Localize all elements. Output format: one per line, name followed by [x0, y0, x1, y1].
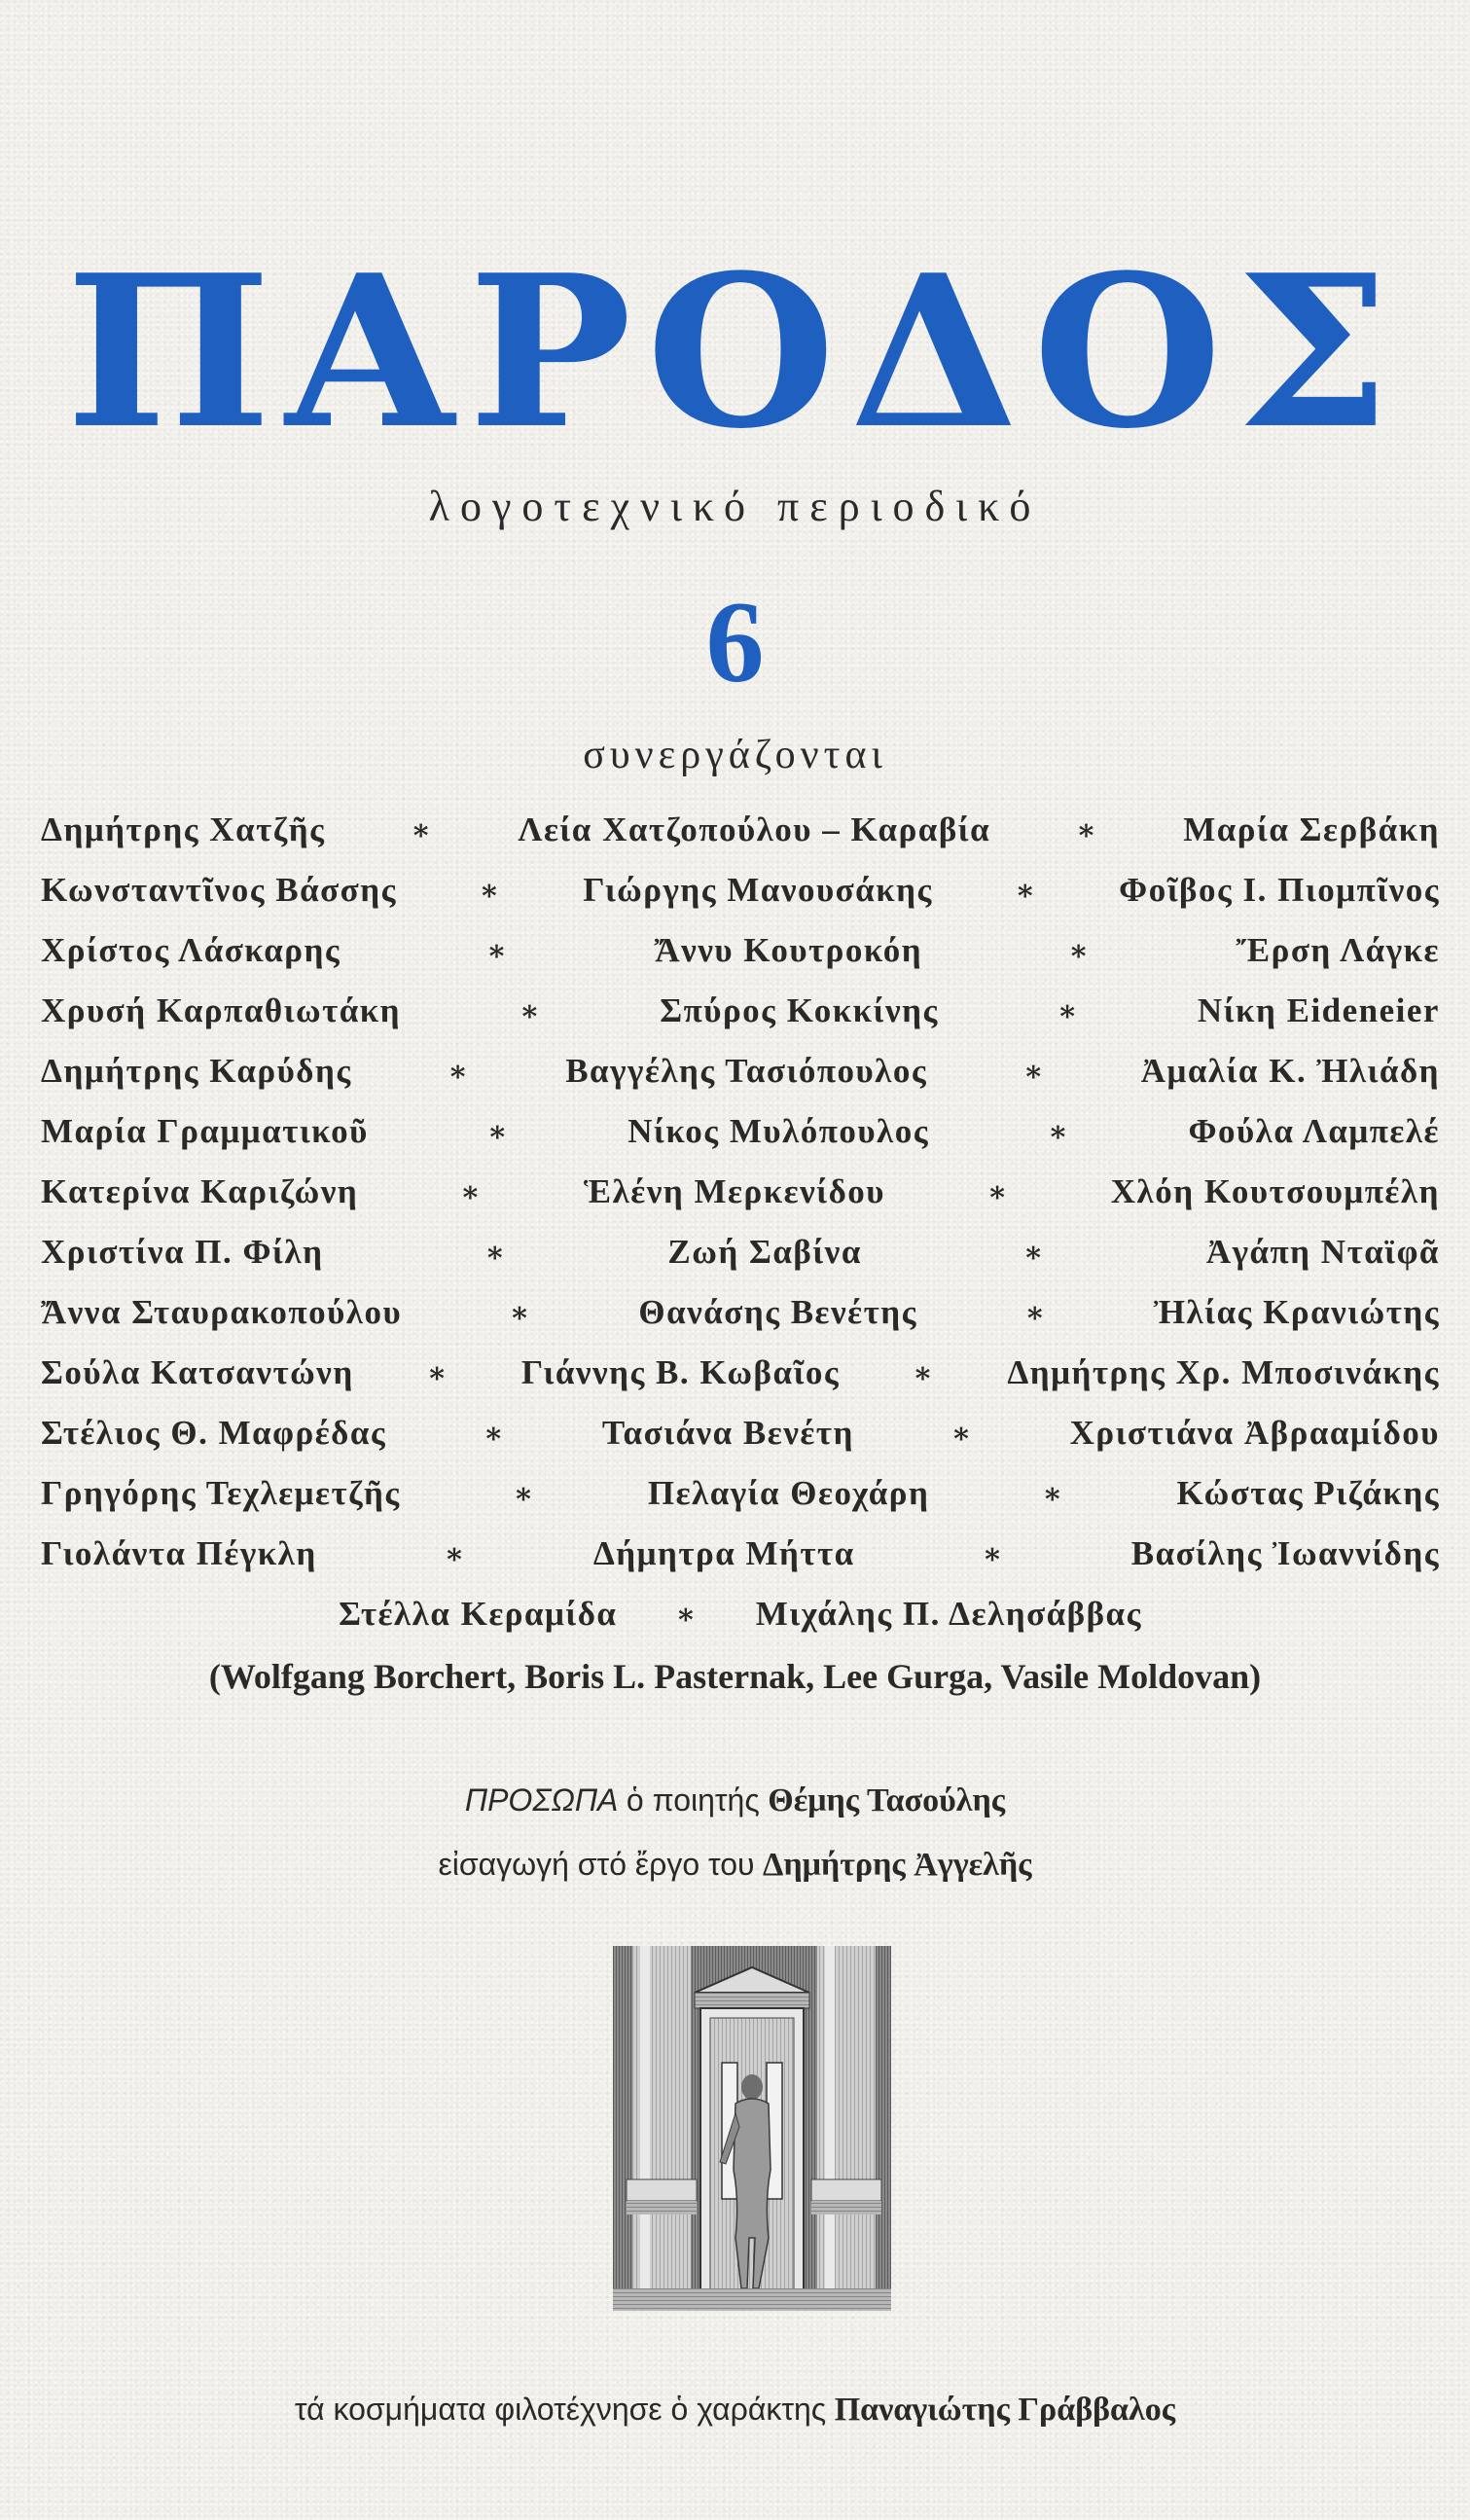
- separator-asterisk: ∗: [479, 874, 501, 907]
- contributor-name: Σπύρος Κοκκίνης: [660, 991, 939, 1029]
- contributor-name: Φούλα Λαμπελέ: [1188, 1112, 1440, 1150]
- feature-intro-prefix: εἰσαγωγή στό ἔργο του: [438, 1847, 755, 1882]
- separator-asterisk: ∗: [513, 1477, 535, 1510]
- collaborators-heading: συνεργάζονται: [583, 733, 887, 777]
- contributor-row: [41, 1463, 1440, 1524]
- contributor-row: [41, 1524, 1440, 1584]
- contributor-name: Δήμητρα Μήττα: [592, 1534, 855, 1572]
- separator-asterisk: ∗: [1022, 1055, 1046, 1088]
- contributor-row: [41, 800, 1440, 860]
- separator-asterisk: ∗: [509, 1296, 531, 1329]
- foreign-contributors: (Wolfgang Borchert, Boris L. Pasternak, Lee Gurga, Vasile Moldovan): [208, 1657, 1262, 1696]
- contributor-name: Φοῖβος Ι. Πιομπῖνος: [1119, 871, 1440, 909]
- contributor-row: [41, 1403, 1440, 1463]
- contributor-name: Βαγγέλης Τασιόπουλος: [565, 1052, 928, 1090]
- separator-asterisk: ∗: [486, 934, 509, 967]
- contributor-name: Λεία Χατζοπούλου – Καραβία: [518, 810, 991, 848]
- separator-asterisk: ∗: [483, 1417, 506, 1450]
- feature-intro-line: [0, 1847, 1470, 1884]
- separator-asterisk: ∗: [426, 1356, 448, 1389]
- contributor-name: Βασίλης Ἰωαννίδης: [1130, 1534, 1440, 1572]
- separator-asterisk: ∗: [1068, 934, 1091, 967]
- contributor-name: Χριστιάνα Ἀβρααμίδου: [1069, 1414, 1440, 1452]
- contributor-name: Ἄννυ Κουτροκόη: [654, 931, 923, 969]
- contributor-name: Μαρία Γραμματικοῦ: [41, 1112, 369, 1150]
- feature-section-label: ΠΡΟΣΩΠΑ: [464, 1782, 619, 1818]
- separator-asterisk: ∗: [1015, 874, 1037, 907]
- separator-asterisk: ∗: [520, 994, 542, 1027]
- separator-asterisk: ∗: [1022, 1236, 1045, 1269]
- contributor-name: Ἑλένη Μερκενίδου: [584, 1172, 885, 1210]
- contributor-name: Στέλλα Κεραμίδα: [339, 1595, 618, 1633]
- contributor-name: Κώστας Ριζάκης: [1176, 1474, 1440, 1512]
- contributor-name: Γρηγόρης Τεχλεμετζῆς: [41, 1474, 401, 1512]
- feature-line: [0, 1782, 1470, 1819]
- separator-asterisk: ∗: [484, 1236, 507, 1269]
- contributor-row: [41, 981, 1440, 1041]
- contributor-name: Ζωή Σαβίνα: [667, 1233, 862, 1271]
- contributor-name: Τασιάνα Βενέτη: [601, 1414, 854, 1452]
- contributor-name: Δημήτρης Καρύδης: [41, 1052, 352, 1090]
- separator-asterisk: ∗: [950, 1417, 973, 1450]
- separator-asterisk: ∗: [1057, 994, 1079, 1027]
- contributor-name: Πελαγία Θεοχάρη: [647, 1474, 930, 1512]
- feature-poet-prefix: ὁ ποιητής: [626, 1782, 760, 1818]
- contributor-row: [41, 1584, 1440, 1644]
- contributor-name: Νίκη Eideneier: [1197, 991, 1440, 1029]
- separator-asterisk: ∗: [411, 813, 433, 846]
- contributor-name: Ἠλίας Κρανιώτης: [1154, 1293, 1440, 1331]
- contributor-name: Χρίστος Λάσκαρης: [41, 931, 341, 969]
- contributor-name: Ἀγάπη Νταϊφᾶ: [1205, 1233, 1440, 1271]
- contributor-name: Ἀμαλία Κ. Ἠλιάδη: [1140, 1052, 1440, 1090]
- separator-asterisk: ∗: [444, 1537, 466, 1570]
- separator-asterisk: ∗: [675, 1598, 698, 1631]
- illustration-credit: [0, 2392, 1470, 2429]
- contributor-name: Θανάσης Βενέτης: [638, 1293, 917, 1331]
- issue-number: 6: [705, 577, 765, 706]
- separator-asterisk: ∗: [460, 1175, 483, 1208]
- credit-artist: Παναγιώτης Γράββαλος: [834, 2392, 1176, 2428]
- contributor-row: [41, 1222, 1440, 1282]
- contributor-name: Γιολάντα Πέγκλη: [41, 1534, 317, 1572]
- contributor-name: Χλόη Κουτσουμπέλη: [1110, 1172, 1440, 1210]
- separator-asterisk: ∗: [1024, 1296, 1047, 1329]
- separator-asterisk: ∗: [986, 1175, 1009, 1208]
- contributor-name: Μιχάλης Π. Δελησάββας: [755, 1595, 1142, 1633]
- separator-asterisk: ∗: [982, 1537, 1004, 1570]
- contributor-name: Κωνσταντῖνος Βάσσης: [41, 871, 397, 909]
- contributor-row: [41, 920, 1440, 981]
- contributor-name: Δημήτρης Χατζῆς: [41, 810, 326, 848]
- contributor-name: Μαρία Σερβάκη: [1183, 810, 1440, 848]
- contributor-name: Ἄννα Σταυρακοπούλου: [41, 1293, 403, 1331]
- separator-asterisk: ∗: [486, 1115, 510, 1148]
- separator-asterisk: ∗: [1048, 1115, 1070, 1148]
- contributor-row: [41, 860, 1440, 920]
- feature-intro-author: Δημήτρης Ἀγγελῆς: [763, 1847, 1032, 1883]
- contributor-name: Κατερίνα Καριζώνη: [41, 1172, 359, 1210]
- separator-asterisk: ∗: [1076, 813, 1098, 846]
- contributors-list: [41, 800, 1440, 1644]
- contributor-row: [41, 1343, 1440, 1403]
- contributor-name: Νίκος Μυλόπουλος: [627, 1112, 930, 1150]
- separator-asterisk: ∗: [448, 1055, 470, 1088]
- magazine-subtitle: λογοτεχνικό περιοδικό: [428, 483, 1042, 530]
- contributor-row: [41, 1282, 1440, 1343]
- separator-asterisk: ∗: [913, 1356, 935, 1389]
- contributor-name: Γιώργης Μανουσάκης: [583, 871, 933, 909]
- contributor-name: Στέλιος Θ. Μαφρέδας: [41, 1414, 387, 1452]
- contributor-name: Ἔρση Λάγκε: [1236, 931, 1440, 969]
- contributor-row: [41, 1041, 1440, 1101]
- engraving-illustration: [613, 1946, 891, 2311]
- contributor-row: [41, 1162, 1440, 1222]
- contributor-row: [41, 1101, 1440, 1162]
- contributor-name: Σούλα Κατσαντώνη: [41, 1353, 354, 1391]
- contributor-name: Χριστίνα Π. Φίλη: [41, 1233, 324, 1271]
- feature-poet-name: Θέμης Τασούλης: [768, 1782, 1006, 1818]
- credit-prefix: τά κοσμήματα φιλοτέχνησε ὁ χαράκτης: [294, 2392, 827, 2427]
- contributor-name: Γιάννης Β. Κωβαῖος: [520, 1353, 841, 1391]
- separator-asterisk: ∗: [1042, 1477, 1064, 1510]
- contributor-name: Δημήτρης Χρ. Μποσινάκης: [1007, 1353, 1440, 1391]
- contributor-name: Χρυσή Καρπαθιωτάκη: [41, 991, 402, 1029]
- magazine-title: ΠΑΡΟΔΟΣ: [65, 229, 1405, 475]
